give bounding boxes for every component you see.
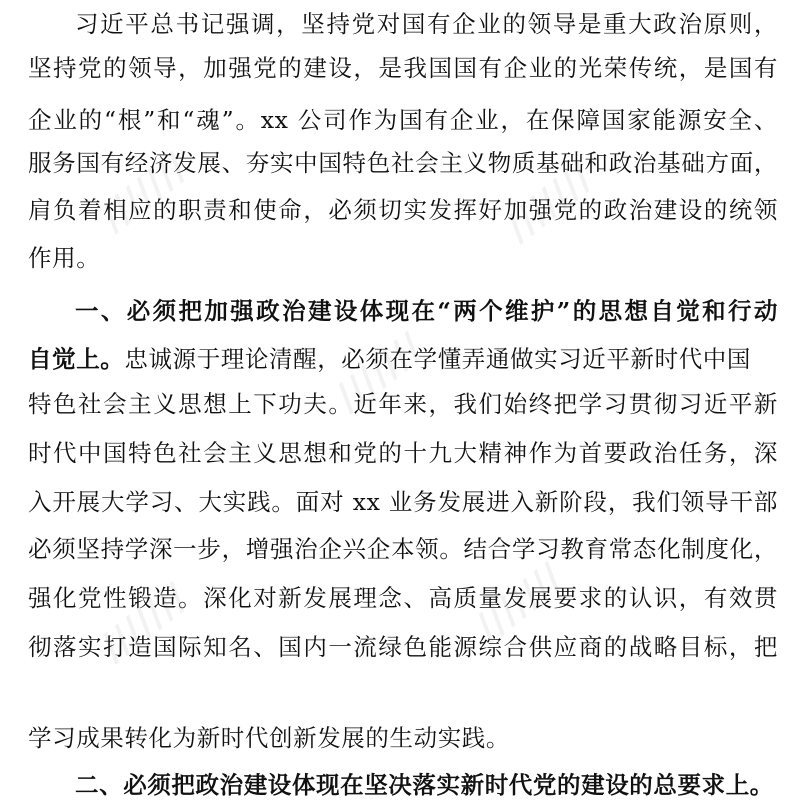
watermark: /////// [496,154,601,250]
section-1-heading-end: 自觉上。 [28,345,125,373]
section-2-heading: 二、必须把政治建设体现在坚决落实新时代党的建设的总要求上。 [75,771,774,799]
watermark: /////// [326,324,431,420]
paragraph-1-line-1: 习近平总书记强调，坚持党对国有企业的领导是重大政治原则， [75,10,778,38]
paragraph-1-line-6: 作用。 [28,244,101,272]
section-1-line-6: 必须坚持学深一步，增强治企兴企本领。结合学习教育常态化制度化， [28,535,778,563]
watermark: /////// [91,574,196,670]
section-1-line-2-text: 忠诚源于理论清醒，必须在学懂弄通做实习近平新时代中国 [124,345,752,373]
paragraph-1-line-5: 肩负着相应的职责和使命，必须切实发挥好加强党的政治建设的统领 [28,196,778,224]
section-1-heading: 一、必须把加强政治建设体现在“两个维护”的思想自觉和行动 [75,297,778,325]
paragraph-1-line-2: 坚持党的领导，加强党的建设，是我国国有企业的光荣传统，是国有 [28,54,778,82]
watermark: /////// [466,554,571,650]
paragraph-1-line-3: 企业的“根”和“魂”。xx 公司作为国有企业，在保障国家能源安全、 [28,106,778,134]
paragraph-1-line-4: 服务国有经济发展、夯实中国特色社会主义物质基础和政治基础方面， [28,149,778,177]
watermark: /////// [91,144,196,240]
section-1-line-7: 强化党性锻造。深化对新发展理念、高质量发展要求的认识，有效贯 [28,584,778,612]
section-1-line-9: 学习成果转化为新时代创新发展的生动实践。 [28,724,510,752]
section-1-line-2 [28,337,778,381]
section-1-line-3: 特色社会主义思想上下功夫。近年来，我们始终把学习贯彻习近平新 [28,390,778,418]
section-1-line-5: 入开展大学习、大实践。面对 xx 业务发展进入新阶段，我们领导干部 [28,488,778,516]
section-1-line-8: 彻落实打造国际知名、国内一流绿色能源综合供应商的战略目标，把 [28,633,778,661]
section-1-line-4: 时代中国特色社会主义思想和党的十九大精神作为首要政治任务，深 [28,439,778,467]
